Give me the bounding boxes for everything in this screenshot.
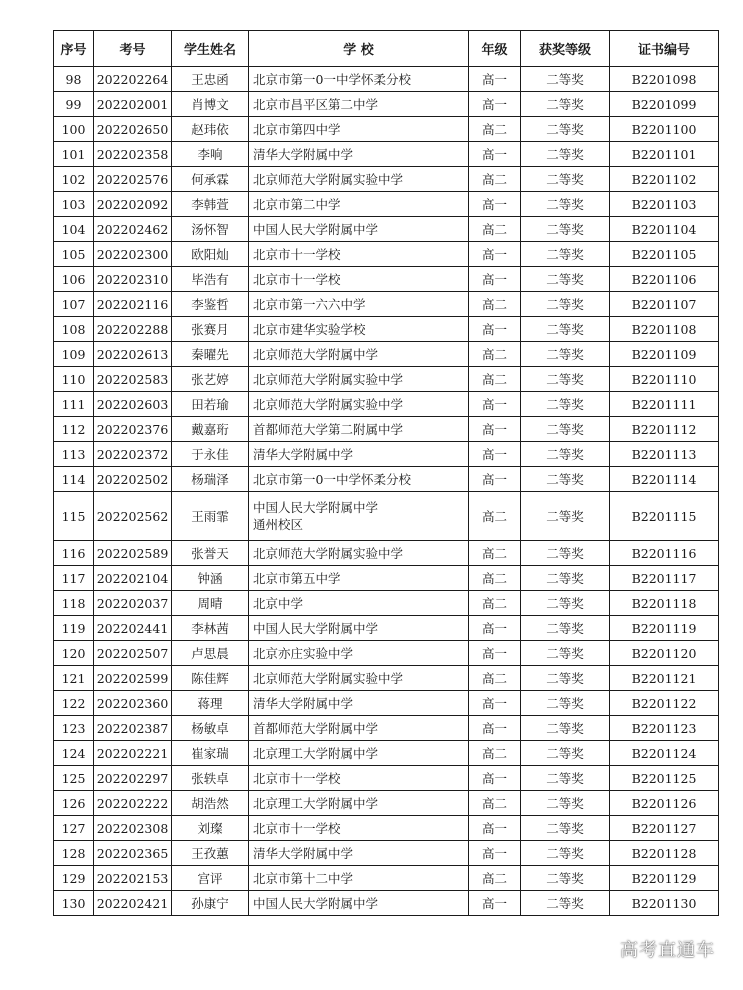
table-row [54,142,719,167]
header-exam-no: 考号 [94,31,172,67]
certificate-no-cell: B2201108 [610,317,719,342]
exam-no-cell: 202202310 [94,267,172,292]
certificate-no-cell: B2201114 [610,467,719,492]
award-level-cell: 二等奖 [521,167,610,192]
seq-cell: 103 [54,192,94,217]
student-name-cell: 王孜蕙 [172,841,249,866]
grade-cell: 高二 [469,566,521,591]
exam-no-cell: 202202092 [94,192,172,217]
school-cell: 北京市十一学校 [249,766,469,791]
student-name-cell: 戴嘉珩 [172,417,249,442]
table-row [54,217,719,242]
award-level-cell: 二等奖 [521,816,610,841]
award-level-cell: 二等奖 [521,292,610,317]
school-cell: 北京师范大学附属实验中学 [249,167,469,192]
award-level-cell: 二等奖 [521,891,610,916]
seq-cell: 117 [54,566,94,591]
award-level-cell: 二等奖 [521,716,610,741]
school-cell: 北京市十一学校 [249,267,469,292]
student-name-cell: 肖博文 [172,92,249,117]
certificate-no-cell: B2201099 [610,92,719,117]
award-level-cell: 二等奖 [521,616,610,641]
exam-no-cell: 202202589 [94,541,172,566]
student-name-cell: 钟涵 [172,566,249,591]
table-row [54,267,719,292]
student-name-cell: 崔家瑞 [172,741,249,766]
school-cell: 北京市第十二中学 [249,866,469,891]
certificate-no-cell: B2201123 [610,716,719,741]
table-row [54,442,719,467]
grade-cell: 高一 [469,641,521,666]
seq-cell: 130 [54,891,94,916]
certificate-no-cell: B2201100 [610,117,719,142]
student-name-cell: 卢思晨 [172,641,249,666]
seq-cell: 104 [54,217,94,242]
school-cell: 清华大学附属中学 [249,841,469,866]
certificate-no-cell: B2201106 [610,267,719,292]
certificate-no-cell: B2201120 [610,641,719,666]
header-grade: 年级 [469,31,521,67]
seq-cell: 98 [54,67,94,92]
exam-no-cell: 202202507 [94,641,172,666]
seq-cell: 129 [54,866,94,891]
grade-cell: 高二 [469,591,521,616]
student-name-cell: 杨瑞泽 [172,467,249,492]
seq-cell: 110 [54,367,94,392]
award-level-cell: 二等奖 [521,267,610,292]
exam-no-cell: 202202037 [94,591,172,616]
grade-cell: 高二 [469,292,521,317]
grade-cell: 高一 [469,716,521,741]
table-row [54,816,719,841]
grade-cell: 高一 [469,142,521,167]
header-certificate-no: 证书编号 [610,31,719,67]
watermark: 高考直通车 [620,940,715,961]
seq-cell: 107 [54,292,94,317]
seq-cell: 100 [54,117,94,142]
exam-no-cell: 202202297 [94,766,172,791]
table-row [54,591,719,616]
grade-cell: 高一 [469,616,521,641]
grade-cell: 高一 [469,192,521,217]
seq-cell: 128 [54,841,94,866]
exam-no-cell: 202202360 [94,691,172,716]
table-row [54,716,719,741]
table-row [54,891,719,916]
school-cell: 北京亦庄实验中学 [249,641,469,666]
school-cell: 北京市第四中学 [249,117,469,142]
certificate-no-cell: B2201129 [610,866,719,891]
school-cell: 中国人民大学附属中学 [249,616,469,641]
grade-cell: 高一 [469,417,521,442]
table-row [54,791,719,816]
award-level-cell: 二等奖 [521,367,610,392]
certificate-no-cell: B2201119 [610,616,719,641]
school-cell: 北京市十一学校 [249,242,469,267]
certificate-no-cell: B2201121 [610,666,719,691]
exam-no-cell: 202202603 [94,392,172,417]
grade-cell: 高一 [469,392,521,417]
header-school: 学 校 [249,31,469,67]
grade-cell: 高一 [469,442,521,467]
school-cell: 北京市第一0一中学怀柔分校 [249,67,469,92]
seq-cell: 111 [54,392,94,417]
student-name-cell: 刘璨 [172,816,249,841]
grade-cell: 高一 [469,242,521,267]
table-row [54,841,719,866]
school-cell: 北京市第二中学 [249,192,469,217]
student-name-cell: 赵玮依 [172,117,249,142]
school-cell: 北京市第一六六中学 [249,292,469,317]
student-name-cell: 王忠函 [172,67,249,92]
table-body [54,67,719,916]
table-row [54,641,719,666]
award-level-cell: 二等奖 [521,217,610,242]
seq-cell: 102 [54,167,94,192]
grade-cell: 高二 [469,342,521,367]
certificate-no-cell: B2201112 [610,417,719,442]
school-cell: 北京师范大学附属实验中学 [249,541,469,566]
exam-no-cell: 202202153 [94,866,172,891]
student-name-cell: 欧阳灿 [172,242,249,267]
table-row [54,67,719,92]
award-level-cell: 二等奖 [521,866,610,891]
seq-cell: 105 [54,242,94,267]
header-student-name: 学生姓名 [172,31,249,67]
grade-cell: 高二 [469,167,521,192]
student-name-cell: 李林茜 [172,616,249,641]
grade-cell: 高一 [469,467,521,492]
student-name-cell: 杨敏卓 [172,716,249,741]
award-level-cell: 二等奖 [521,791,610,816]
certificate-no-cell: B2201115 [610,492,719,541]
table-row [54,392,719,417]
grade-cell: 高二 [469,741,521,766]
award-level-cell: 二等奖 [521,641,610,666]
seq-cell: 127 [54,816,94,841]
certificate-no-cell: B2201125 [610,766,719,791]
exam-no-cell: 202202576 [94,167,172,192]
certificate-no-cell: B2201110 [610,367,719,392]
table-row [54,192,719,217]
seq-cell: 123 [54,716,94,741]
student-name-cell: 张赛月 [172,317,249,342]
seq-cell: 121 [54,666,94,691]
award-level-cell: 二等奖 [521,841,610,866]
school-cell: 北京师范大学附属实验中学 [249,367,469,392]
exam-no-cell: 202202104 [94,566,172,591]
table-row [54,342,719,367]
seq-cell: 124 [54,741,94,766]
school-cell: 北京中学 [249,591,469,616]
grade-cell: 高二 [469,791,521,816]
grade-cell: 高一 [469,766,521,791]
table-row [54,616,719,641]
table-row [54,492,719,541]
seq-cell: 125 [54,766,94,791]
seq-cell: 126 [54,791,94,816]
student-name-cell: 周晴 [172,591,249,616]
grade-cell: 高二 [469,866,521,891]
seq-cell: 113 [54,442,94,467]
exam-no-cell: 202202116 [94,292,172,317]
student-name-cell: 李韩萱 [172,192,249,217]
certificate-no-cell: B2201103 [610,192,719,217]
exam-no-cell: 202202599 [94,666,172,691]
table-row [54,242,719,267]
school-cell: 中国人民大学附属中学 [249,217,469,242]
table-row [54,866,719,891]
header-seq: 序号 [54,31,94,67]
grade-cell: 高一 [469,267,521,292]
student-name-cell: 王雨霏 [172,492,249,541]
award-level-cell: 二等奖 [521,317,610,342]
certificate-no-cell: B2201102 [610,167,719,192]
certificate-no-cell: B2201116 [610,541,719,566]
exam-no-cell: 202202562 [94,492,172,541]
student-name-cell: 胡浩然 [172,791,249,816]
award-level-cell: 二等奖 [521,566,610,591]
award-level-cell: 二等奖 [521,342,610,367]
seq-cell: 118 [54,591,94,616]
student-name-cell: 田若瑜 [172,392,249,417]
table-row [54,666,719,691]
award-table [53,30,719,916]
seq-cell: 109 [54,342,94,367]
exam-no-cell: 202202421 [94,891,172,916]
seq-cell: 119 [54,616,94,641]
school-line-2: 通州校区 [253,517,304,532]
table-row [54,691,719,716]
certificate-no-cell: B2201101 [610,142,719,167]
school-cell: 清华大学附属中学 [249,442,469,467]
exam-no-cell: 202202650 [94,117,172,142]
school-cell: 清华大学附属中学 [249,142,469,167]
student-name-cell: 李鉴哲 [172,292,249,317]
award-level-cell: 二等奖 [521,541,610,566]
grade-cell: 高二 [469,117,521,142]
table-row [54,417,719,442]
table-row [54,741,719,766]
exam-no-cell: 202202462 [94,217,172,242]
school-line-1: 中国人民大学附属中学 [253,500,379,515]
award-level-cell: 二等奖 [521,92,610,117]
seq-cell: 106 [54,267,94,292]
school-cell: 北京理工大学附属中学 [249,741,469,766]
seq-cell: 122 [54,691,94,716]
certificate-no-cell: B2201124 [610,741,719,766]
certificate-no-cell: B2201111 [610,392,719,417]
student-name-cell: 孙康宁 [172,891,249,916]
school-cell: 北京师范大学附属中学 [249,342,469,367]
certificate-no-cell: B2201109 [610,342,719,367]
school-cell: 中国人民大学附属中学 [249,891,469,916]
student-name-cell: 秦曜先 [172,342,249,367]
certificate-no-cell: B2201126 [610,791,719,816]
certificate-no-cell: B2201127 [610,816,719,841]
student-name-cell: 蒋理 [172,691,249,716]
exam-no-cell: 202202222 [94,791,172,816]
seq-cell: 120 [54,641,94,666]
award-level-cell: 二等奖 [521,392,610,417]
certificate-no-cell: B2201130 [610,891,719,916]
table-row [54,766,719,791]
award-level-cell: 二等奖 [521,442,610,467]
school-cell: 首都师范大学附属中学 [249,716,469,741]
seq-cell: 116 [54,541,94,566]
award-level-cell: 二等奖 [521,67,610,92]
exam-no-cell: 202202264 [94,67,172,92]
certificate-no-cell: B2201107 [610,292,719,317]
school-cell [249,492,469,541]
seq-cell: 112 [54,417,94,442]
grade-cell: 高一 [469,891,521,916]
exam-no-cell: 202202365 [94,841,172,866]
table-row [54,541,719,566]
award-level-cell: 二等奖 [521,242,610,267]
award-level-cell: 二等奖 [521,417,610,442]
seq-cell: 115 [54,492,94,541]
seq-cell: 108 [54,317,94,342]
certificate-no-cell: B2201118 [610,591,719,616]
student-name-cell: 宫评 [172,866,249,891]
award-level-cell: 二等奖 [521,142,610,167]
certificate-no-cell: B2201117 [610,566,719,591]
grade-cell: 高一 [469,841,521,866]
award-level-cell: 二等奖 [521,117,610,142]
exam-no-cell: 202202613 [94,342,172,367]
school-cell: 北京市昌平区第二中学 [249,92,469,117]
certificate-no-cell: B2201105 [610,242,719,267]
exam-no-cell: 202202308 [94,816,172,841]
grade-cell: 高一 [469,67,521,92]
certificate-no-cell: B2201128 [610,841,719,866]
seq-cell: 101 [54,142,94,167]
school-cell: 北京师范大学附属实验中学 [249,666,469,691]
award-level-cell: 二等奖 [521,766,610,791]
student-name-cell: 张誉天 [172,541,249,566]
school-cell: 首都师范大学第二附属中学 [249,417,469,442]
table-row [54,367,719,392]
school-cell: 北京理工大学附属中学 [249,791,469,816]
grade-cell: 高一 [469,816,521,841]
exam-no-cell: 202202001 [94,92,172,117]
exam-no-cell: 202202387 [94,716,172,741]
grade-cell: 高二 [469,666,521,691]
award-level-cell: 二等奖 [521,741,610,766]
student-name-cell: 毕浩有 [172,267,249,292]
student-name-cell: 张艺婷 [172,367,249,392]
certificate-no-cell: B2201098 [610,67,719,92]
school-cell: 北京市建华实验学校 [249,317,469,342]
grade-cell: 高一 [469,317,521,342]
exam-no-cell: 202202441 [94,616,172,641]
student-name-cell: 于永佳 [172,442,249,467]
school-cell: 清华大学附属中学 [249,691,469,716]
certificate-no-cell: B2201122 [610,691,719,716]
seq-cell: 99 [54,92,94,117]
exam-no-cell: 202202288 [94,317,172,342]
school-cell: 北京市十一学校 [249,816,469,841]
exam-no-cell: 202202502 [94,467,172,492]
table-row [54,467,719,492]
award-level-cell: 二等奖 [521,492,610,541]
exam-no-cell: 202202376 [94,417,172,442]
student-name-cell: 张轶卓 [172,766,249,791]
table-row [54,167,719,192]
certificate-no-cell: B2201113 [610,442,719,467]
exam-no-cell: 202202372 [94,442,172,467]
header-award-level: 获奖等级 [521,31,610,67]
grade-cell: 高二 [469,217,521,242]
certificate-no-cell: B2201104 [610,217,719,242]
award-level-cell: 二等奖 [521,691,610,716]
student-name-cell: 陈佳辉 [172,666,249,691]
exam-no-cell: 202202300 [94,242,172,267]
award-level-cell: 二等奖 [521,467,610,492]
student-name-cell: 何承霖 [172,167,249,192]
award-level-cell: 二等奖 [521,192,610,217]
award-level-cell: 二等奖 [521,591,610,616]
school-cell: 北京市第一0一中学怀柔分校 [249,467,469,492]
seq-cell: 114 [54,467,94,492]
grade-cell: 高二 [469,492,521,541]
grade-cell: 高一 [469,691,521,716]
exam-no-cell: 202202221 [94,741,172,766]
table-row [54,566,719,591]
student-name-cell: 汤怀智 [172,217,249,242]
table-row [54,92,719,117]
student-name-cell: 李响 [172,142,249,167]
grade-cell: 高二 [469,367,521,392]
exam-no-cell: 202202358 [94,142,172,167]
header-row [54,31,719,67]
exam-no-cell: 202202583 [94,367,172,392]
table-row [54,317,719,342]
school-cell: 北京师范大学附属实验中学 [249,392,469,417]
school-cell: 北京市第五中学 [249,566,469,591]
table-row [54,117,719,142]
grade-cell: 高一 [469,92,521,117]
table-row [54,292,719,317]
grade-cell: 高二 [469,541,521,566]
award-level-cell: 二等奖 [521,666,610,691]
